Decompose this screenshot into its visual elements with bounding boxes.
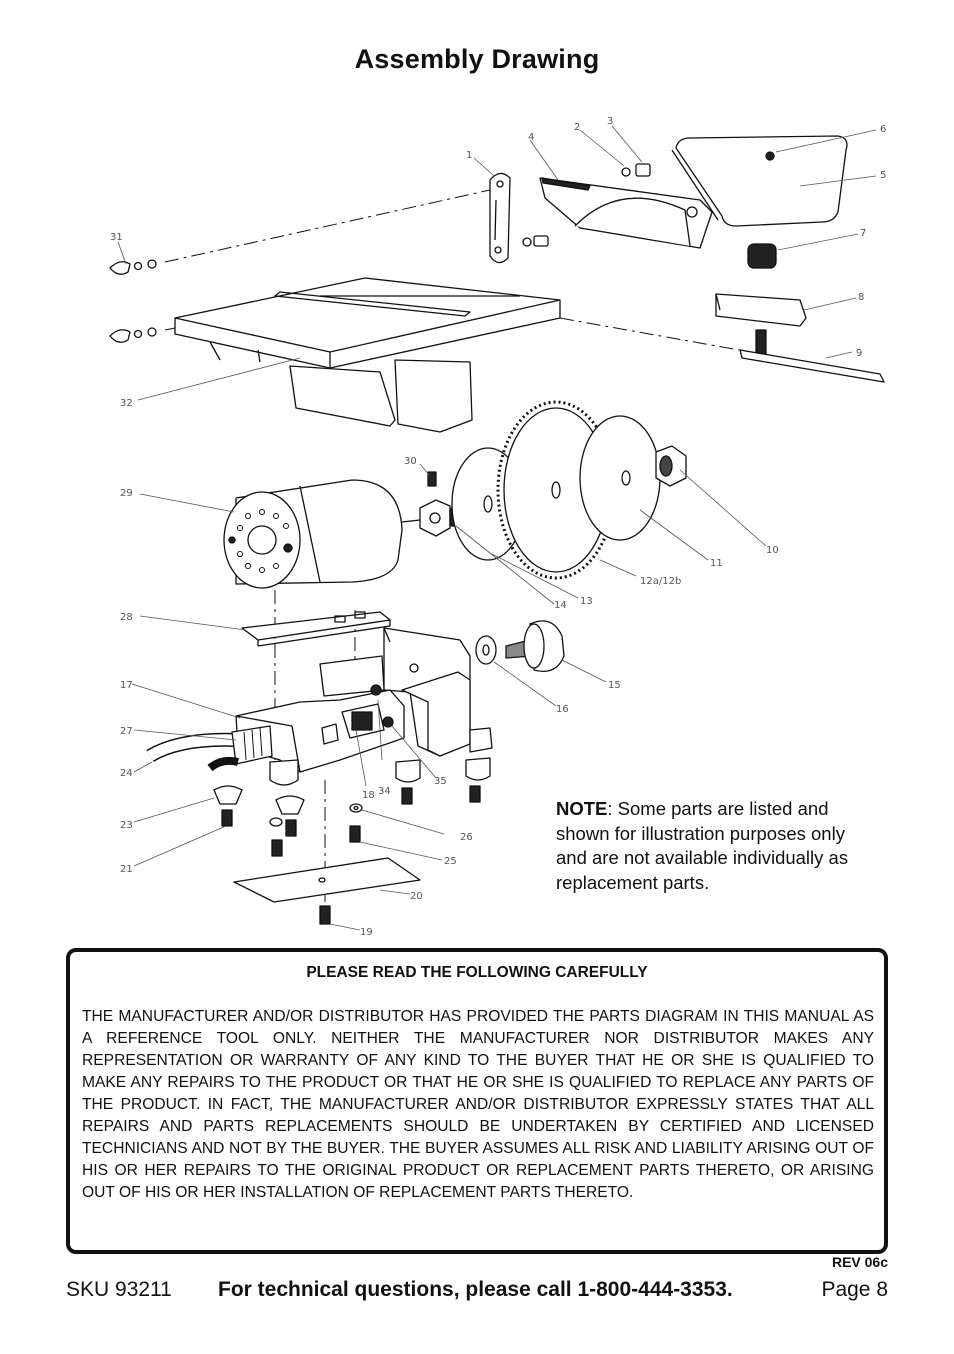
saw-table bbox=[175, 278, 560, 432]
lock-knob bbox=[476, 621, 564, 672]
gasket-plate bbox=[242, 612, 390, 646]
base-housing bbox=[236, 628, 492, 772]
callout-29: 29 bbox=[120, 488, 133, 499]
callout-19: 19 bbox=[360, 927, 373, 938]
callout-8: 8 bbox=[858, 292, 865, 303]
fence-assembly bbox=[716, 244, 884, 382]
callout-12a-12b: 12a/12b bbox=[640, 576, 682, 587]
callout-17: 17 bbox=[120, 680, 133, 691]
disclaimer-heading: PLEASE READ THE FOLLOWING CAREFULLY bbox=[306, 964, 648, 981]
motor bbox=[224, 480, 420, 588]
callout-15: 15 bbox=[608, 680, 621, 691]
note-body: : Some parts are listed and shown for illustration purposes only and are not available individually as replacement parts. bbox=[556, 798, 849, 893]
callout-1: 1 bbox=[466, 150, 473, 161]
callout-23: 23 bbox=[120, 820, 133, 831]
callout-4: 4 bbox=[528, 132, 535, 143]
callout-16: 16 bbox=[556, 704, 569, 715]
note-label: NOTE bbox=[556, 798, 608, 819]
callout-6: 6 bbox=[880, 124, 887, 135]
callout-7: 7 bbox=[860, 228, 867, 239]
callout-10: 10 bbox=[766, 545, 779, 556]
callout-32: 32 bbox=[120, 398, 133, 409]
wing-nuts bbox=[110, 260, 156, 342]
blade-guard bbox=[540, 164, 712, 248]
callout-9: 9 bbox=[856, 348, 863, 359]
page-title: Assembly Drawing bbox=[354, 44, 600, 74]
disclaimer-body: THE MANUFACTURER AND/OR DISTRIBUTOR HAS PROVIDED THE PARTS DIAGRAM IN THIS MANUAL AS A REFERENCE TOOL ONLY. NEITHER THE MANUFACTURER NOR DISTRIBUTOR MAKES ANY REPRESENTATION OR WARRANTY OF ANY KIND TO THE BUYER THAT HE OR SHE IS QUALIFIED TO MAKE ANY REPAIRS TO THE PRODUCT OR THAT HE OR SHE IS QUALIFIED TO REPLACE ANY PARTS OF THE PRODUCT. IN FACT, THE MANUFACTURER AND/OR DISTRIBUTOR EXPRESSLY STATES THAT ALL REPAIRS AND PARTS REPLACEMENTS SHOULD BE UNDERTAKEN BY CERTIFIED AND LICENSED TECHNICIANS AND NOT BY THE BUYER. THE BUYER ASSUMES ALL RISK AND LIABILITY ARISING OUT OF HIS OR HER REPAIRS TO THE ORIGINAL PRODUCT OR REPLACEMENT PARTS THERETO, OR ARISING OUT OF HIS OR HER INSTALLATION OF REPLACEMENT PARTS THERETO. bbox=[82, 1008, 874, 1201]
callout-5: 5 bbox=[880, 170, 887, 181]
note-text bbox=[556, 797, 876, 895]
revision-label: REV 06c bbox=[831, 1254, 888, 1270]
blade-nut bbox=[656, 446, 686, 486]
riving-plate bbox=[490, 173, 548, 262]
disclaimer-box bbox=[66, 948, 888, 1254]
callout-3: 3 bbox=[607, 116, 614, 127]
callout-2: 2 bbox=[574, 122, 581, 133]
rubber-feet bbox=[214, 758, 490, 924]
callout-26: 26 bbox=[460, 832, 473, 843]
callout-13: 13 bbox=[580, 596, 593, 607]
callout-21: 21 bbox=[120, 864, 133, 875]
footer-page-number: Page 8 bbox=[821, 1278, 888, 1301]
callout-25: 25 bbox=[444, 856, 457, 867]
callout-20: 20 bbox=[410, 891, 423, 902]
callout-28: 28 bbox=[120, 612, 133, 623]
callout-31: 31 bbox=[110, 232, 123, 243]
callout-35: 35 bbox=[434, 776, 447, 787]
callout-27: 27 bbox=[120, 726, 133, 737]
callout-11: 11 bbox=[710, 558, 723, 569]
footer-phone: For technical questions, please call 1-800-444-3353. bbox=[218, 1278, 733, 1301]
outer-flange bbox=[580, 416, 660, 540]
callout-18: 18 bbox=[362, 790, 375, 801]
page-footer bbox=[66, 1278, 888, 1308]
power-cord bbox=[150, 726, 272, 768]
callout-14: 14 bbox=[554, 600, 567, 611]
callout-34: 34 bbox=[378, 786, 391, 797]
callout-30: 30 bbox=[404, 456, 417, 467]
footer-sku: SKU 93211 bbox=[66, 1278, 172, 1301]
base-plate bbox=[234, 858, 420, 902]
callout-24: 24 bbox=[120, 768, 133, 779]
